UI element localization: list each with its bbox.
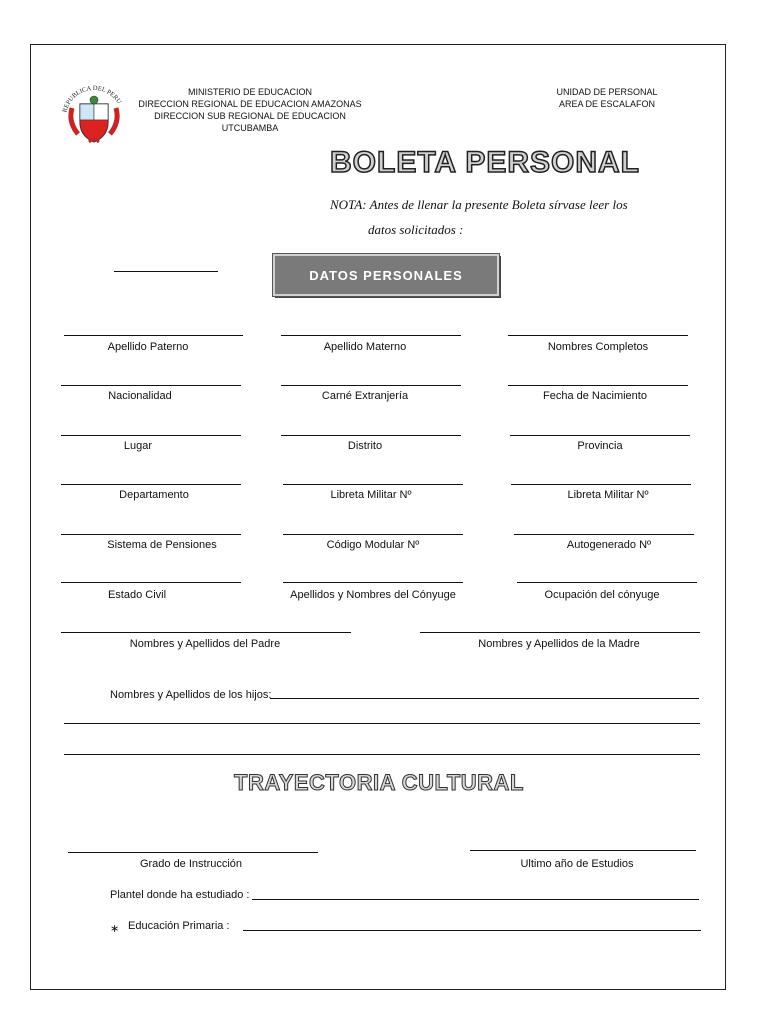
label-autogenerado: Autogenerado Nº	[566, 539, 652, 551]
field-line-carne[interactable]	[281, 385, 461, 386]
header-line-2: DIRECCION REGIONAL DE EDUCACION AMAZONAS	[138, 99, 362, 109]
header-right	[535, 86, 679, 110]
label-libreta-militar-2: Libreta Militar Nº	[567, 489, 649, 501]
header-line-3: DIRECCION SUB REGIONAL DE EDUCACION	[154, 111, 346, 121]
field-line-libreta-2[interactable]	[511, 484, 691, 485]
coat-of-arms-icon	[56, 78, 132, 150]
label-lugar: Lugar	[123, 440, 153, 452]
label-fecha-nacimiento: Fecha de Nacimiento	[543, 390, 647, 402]
field-line-hijos-3[interactable]	[64, 754, 700, 755]
nota-line-2: datos solicitados :	[368, 222, 464, 237]
form-border	[30, 44, 726, 990]
label-apellido-paterno: Apellido Paterno	[107, 341, 189, 353]
field-line-libreta-1[interactable]	[283, 484, 463, 485]
field-line-nombres[interactable]	[508, 335, 688, 336]
label-distrito: Distrito	[347, 440, 383, 452]
label-libreta-militar-1: Libreta Militar Nº	[330, 489, 412, 501]
field-line-ocupacion-conyuge[interactable]	[517, 582, 697, 583]
field-line-nacionalidad[interactable]	[61, 385, 241, 386]
section-banner-datos-personales	[273, 254, 499, 296]
label-apellidos-conyuge: Apellidos y Nombres del Cónyuge	[290, 589, 456, 601]
header-left	[130, 86, 370, 134]
field-line-madre[interactable]	[420, 632, 700, 633]
label-educacion-primaria: Educación Primaria :	[128, 920, 230, 932]
label-grado-instruccion: Grado de Instrucción	[139, 858, 243, 870]
field-line-distrito[interactable]	[281, 435, 461, 436]
field-line-provincia[interactable]	[510, 435, 690, 436]
document-title: BOLETA PERSONAL	[330, 146, 641, 179]
field-line-codigo-modular[interactable]	[283, 534, 463, 535]
label-sistema-pensiones: Sistema de Pensiones	[107, 539, 217, 551]
label-provincia: Provincia	[577, 440, 623, 452]
section-title-personal: DATOS PERSONALES	[309, 267, 463, 283]
label-hijos: Nombres y Apellidos de los hijos:	[110, 689, 272, 701]
field-line-primaria[interactable]	[243, 930, 701, 931]
nota-line-1	[330, 197, 628, 213]
field-line-departamento[interactable]	[61, 484, 241, 485]
field-line-estado-civil[interactable]	[61, 582, 241, 583]
header-line-1: MINISTERIO DE EDUCACION	[187, 87, 312, 97]
label-nombres-completos: Nombres Completos	[547, 341, 649, 353]
nota-text-1: Antes de llenar la presente Boleta sírvase leer los	[366, 197, 628, 212]
blank-line-short[interactable]	[114, 271, 218, 272]
field-line-conyuge[interactable]	[283, 582, 463, 583]
field-line-padre[interactable]	[61, 632, 351, 633]
field-line-lugar[interactable]	[61, 435, 241, 436]
label-ultimo-anio: Ultimo año de Estudios	[520, 858, 634, 870]
header-line-4: UTCUBAMBA	[221, 123, 279, 133]
field-line-hijos-1[interactable]	[270, 698, 699, 699]
label-plantel: Plantel donde ha estudiado :	[110, 889, 250, 901]
label-madre: Nombres y Apellidos de la Madre	[478, 638, 640, 650]
svg-text:REPUBLICA DEL PERU: REPUBLICA DEL PERU	[61, 84, 123, 114]
label-codigo-modular: Código Modular Nº	[326, 539, 420, 551]
field-line-grado[interactable]	[68, 852, 318, 853]
section-title-cultural: TRAYECTORIA CULTURAL	[234, 770, 524, 795]
field-line-ultimo-anio[interactable]	[470, 850, 696, 851]
label-carne-extranjeria: Carné Extranjería	[321, 390, 409, 402]
label-padre: Nombres y Apellidos del Padre	[129, 638, 281, 650]
header-right-line-1: UNIDAD DE PERSONAL	[556, 87, 658, 97]
label-departamento: Departamento	[119, 489, 189, 501]
label-ocupacion-conyuge: Ocupación del cónyuge	[544, 589, 660, 601]
label-apellido-materno: Apellido Materno	[323, 341, 407, 353]
field-line-hijos-2[interactable]	[64, 723, 700, 724]
field-line-fecha-nacimiento[interactable]	[508, 385, 688, 386]
field-line-apellido-paterno[interactable]	[64, 335, 243, 336]
field-line-sistema-pensiones[interactable]	[61, 534, 241, 535]
field-line-apellido-materno[interactable]	[281, 335, 461, 336]
nota-label: NOTA:	[330, 197, 367, 212]
field-line-autogenerado[interactable]	[514, 534, 694, 535]
field-line-plantel[interactable]	[252, 899, 699, 900]
label-nacionalidad: Nacionalidad	[108, 390, 172, 402]
header-right-line-2: AREA DE ESCALAFON	[558, 99, 656, 109]
bullet-icon: ∗	[110, 923, 120, 935]
label-estado-civil: Estado Civil	[107, 589, 167, 601]
